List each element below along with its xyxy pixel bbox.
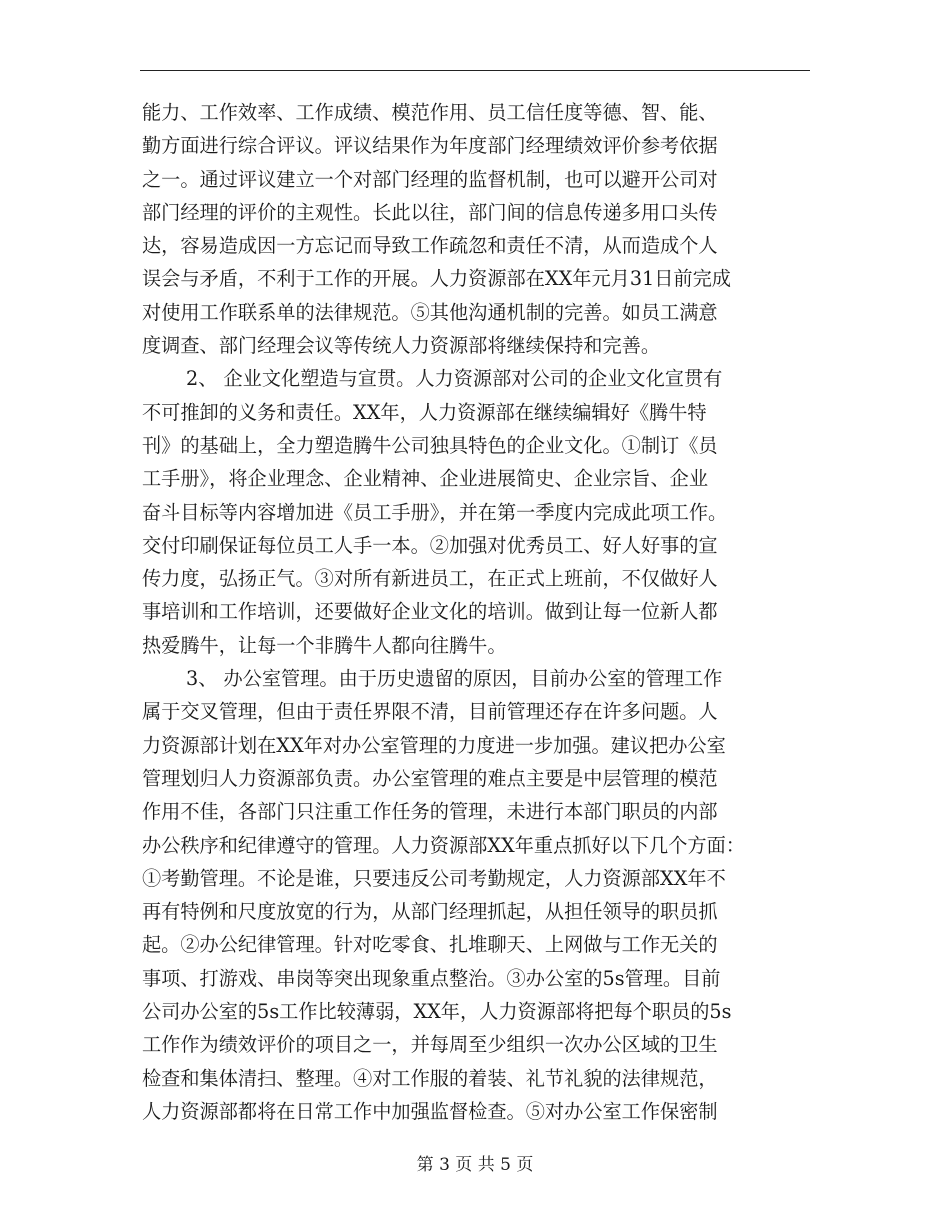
text-line: 刊》的基础上，全力塑造腾牛公司独具特色的企业文化。①制订《员 (142, 433, 718, 457)
text-line: 工作作为绩效评价的项目之一，并每周至少组织一次办公区域的卫生 (142, 1033, 718, 1057)
text-line: 再有特例和尺度放宽的行为，从部门经理抓起，从担任领导的职员抓 (142, 900, 718, 924)
text-line: 之一。通过评议建立一个对部门经理的监督机制，也可以避开公司对 (142, 167, 718, 191)
text-line: 能力、工作效率、工作成绩、模范作用、员工信任度等德、智、能、 (142, 101, 718, 124)
text-line: 检查和集体清扫、整理。④对工作服的着装、礼节礼貌的法律规范， (142, 1066, 718, 1090)
text-line: 属于交叉管理，但由于责任界限不清，目前管理还存在许多问题。人 (142, 700, 718, 724)
text-line: 作用不佳，各部门只注重工作任务的管理，未进行本部门职员的内部 (142, 800, 718, 824)
text-line: 管理划归人力资源部负责。办公室管理的难点主要是中层管理的模范 (142, 766, 718, 790)
page-number-footer: 第 3 页 共 5 页 (416, 1155, 534, 1175)
text-line: 工手册》，将企业理念、企业精神、企业进展简史、企业宗旨、企业 (142, 467, 709, 491)
text-line: 不可推卸的义务和责任。XX年，人力资源部在继续编辑好《腾牛特 (142, 400, 707, 424)
text-line: 奋斗目标等内容增加进《员工手册》，并在第一季度内完成此项工作。 (142, 500, 728, 524)
header-rule (140, 70, 810, 71)
text-line: 达，容易造成因一方忘记而导致工作疏忽和责任不清，从而造成个人 (142, 234, 718, 258)
text-line: 事项、打游戏、串岗等突出现象重点整治。③办公室的5s管理。目前 (142, 966, 721, 990)
text-line: 交付印刷保证每位员工人手一本。②加强对优秀员工、好人好事的宣 (142, 533, 718, 557)
text-line: 传力度，弘扬正气。③对所有新进员工，在正式上班前，不仅做好人 (142, 567, 718, 591)
text-line: 力资源部计划在XX年对办公室管理的力度进一步加强。建议把办公室 (142, 733, 726, 757)
document-body (142, 96, 814, 1128)
text-line: 勤方面进行综合评议。评议结果作为年度部门经理绩效评价参考依据 (142, 134, 718, 158)
text-line: 误会与矛盾，不利于工作的开展。人力资源部在XX年元月31日前完成 (142, 267, 731, 291)
text-line: 2、 企业文化塑造与宣贯。人力资源部对公司的企业文化宣贯有 (186, 367, 723, 391)
text-line: 度调查、部门经理会议等传统人力资源部将继续保持和完善。 (142, 334, 661, 358)
text-line: 公司办公室的5s工作比较薄弱，XX年，人力资源部将把每个职员的5s (142, 1000, 732, 1024)
text-line: 对使用工作联系单的法律规范。⑤其他沟通机制的完善。如员工满意 (142, 300, 718, 324)
text-line: 3、 办公室管理。由于历史遗留的原因，目前办公室的管理工作 (186, 667, 723, 691)
text-line: 办公秩序和纪律遵守的管理。人力资源部XX年重点抓好以下几个方面： (142, 833, 745, 857)
text-line: 人力资源部都将在日常工作中加强监督检查。⑤对办公室工作保密制 (142, 1099, 718, 1123)
text-line: 事培训和工作培训，还要做好企业文化的培训。做到让每一位新人都 (142, 600, 718, 624)
text-line: 起。②办公纪律管理。针对吃零食、扎堆聊天、上网做与工作无关的 (142, 933, 718, 957)
text-line: ①考勤管理。不论是谁，只要违反公司考勤规定，人力资源部XX年不 (142, 866, 726, 890)
text-line: 部门经理的评价的主观性。长此以往，部门间的信息传递多用口头传 (142, 200, 718, 224)
text-line: 热爱腾牛，让每一个非腾牛人都向往腾牛。 (142, 633, 507, 657)
